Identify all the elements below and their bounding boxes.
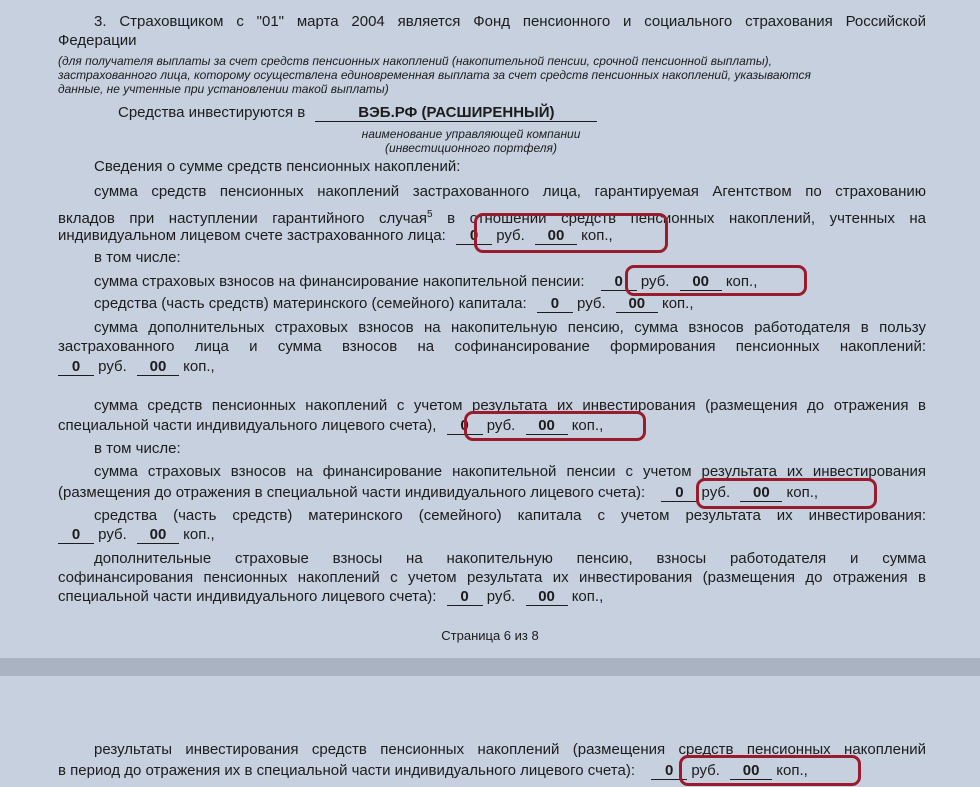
- matcap-invest-text: средства (часть средств) материнского (семейного) капитала с учетом результата их инвестирования:: [94, 507, 926, 524]
- kop-value: 00: [680, 274, 722, 291]
- extra-amount-line: специальной части индивидуального лицевого счета): 0 руб. 00 коп.,: [58, 588, 604, 605]
- guaranteed-text: вкладов при наступлении гарантийного случая$^5$ в отношении средств пенсионных накоплений, учтенных на: [58, 209, 926, 227]
- rub-value: 0: [447, 589, 483, 606]
- contrib-line: сумма страховых взносов на финансирование накопительной пенсии: 0 руб. 00 коп.,: [94, 273, 758, 290]
- contrib-invest-text: сумма страховых взносов на финансирование накопительной пенсии с учетом результата их инвестирования: [94, 463, 926, 480]
- page-number: Страница 6 из 8: [441, 628, 539, 643]
- rub-value: 0: [537, 296, 573, 313]
- extra-text: дополнительные страховые взносы на накопительную пенсию, взносы работодателя и сумма: [94, 550, 926, 567]
- kop-value: 00: [616, 296, 658, 313]
- rub-value: 0: [651, 763, 687, 780]
- rub-value: 0: [58, 527, 94, 544]
- rub-value: 0: [661, 485, 697, 502]
- document-page-7: [0, 676, 980, 787]
- kop-value: 00: [137, 359, 179, 376]
- contrib-invest-amount-line: (размещения до отражения в специальной части индивидуального лицевого счета): 0 руб. 00 коп.,: [58, 484, 819, 501]
- matcap-line: средства (часть средств) материнского (семейного) капитала: 0 руб. 00 коп.,: [94, 295, 694, 312]
- guaranteed-text: сумма средств пенсионных накоплений застрахованного лица, гарантируемая Агентством по страхованию: [94, 183, 926, 200]
- company-caption: (инвестиционного портфеля): [385, 141, 557, 155]
- results-text: результаты инвестирования средств пенсионных накоплений (размещения средств пенсионных накоплений: [94, 741, 926, 758]
- addl-text: сумма дополнительных страховых взносов на накопительную пенсию, сумма взносов работодателя в пользу: [94, 319, 926, 336]
- including-label: в том числе:: [94, 440, 181, 457]
- clause-3-cont: Федерации: [58, 32, 137, 49]
- kop-value: 00: [137, 527, 179, 544]
- kop-value: 00: [526, 589, 568, 606]
- note-line: (для получателя выплаты за счет средств пенсионных накоплений (накопительной пенсии, срочной пенсионной выплаты),: [58, 54, 773, 68]
- addl-text: застрахованного лица и сумма взносов на софинансирование формирования пенсионных накоплений:: [58, 338, 926, 355]
- company-name: ВЭБ.РФ (РАСШИРЕННЫЙ): [315, 105, 597, 122]
- rub-value: 0: [601, 274, 637, 291]
- invest-result-text: сумма средств пенсионных накоплений с учетом результата их инвестирования (размещения до отражения в: [94, 397, 926, 414]
- company-caption: наименование управляющей компании: [361, 127, 581, 141]
- addl-amount-line: 0 руб. 00 коп.,: [58, 357, 215, 376]
- rub-value: 0: [447, 418, 483, 435]
- info-header: Сведения о сумме средств пенсионных накоплений:: [94, 158, 461, 175]
- extra-text: софинансирования пенсионных накоплений с учетом результата их инвестирования (размещения до отражения в: [58, 569, 926, 586]
- invest-prefix: Средства инвестируются в: [118, 104, 306, 121]
- kop-value: 00: [535, 228, 577, 245]
- results-amount-line: в период до отражения их в специальной части индивидуального лицевого счета): 0 руб. 00 коп.,: [58, 762, 808, 779]
- rub-value: 0: [456, 228, 492, 245]
- including-label: в том числе:: [94, 249, 181, 266]
- clause-3: 3. Страховщиком с "01" марта 2004 является Фонд пенсионного и социального страхования Российской: [94, 13, 926, 30]
- matcap-invest-amount-line: 0 руб. 00 коп.,: [58, 525, 215, 544]
- page-separator: [0, 658, 980, 676]
- rub-value: 0: [58, 359, 94, 376]
- kop-value: 00: [730, 763, 772, 780]
- invest-line: [118, 103, 597, 122]
- kop-value: 00: [740, 485, 782, 502]
- guaranteed-amount-line: индивидуальном лицевом счете застрахованного лица: 0 руб. 00 коп.,: [58, 227, 613, 244]
- note-line: застрахованного лица, которому осуществлена единовременная выплата за счет средств пенсионных накоплений, указываются: [58, 68, 811, 82]
- footnote-mark: 5: [427, 209, 433, 220]
- invest-result-amount-line: специальной части индивидуального лицевого счета), 0 руб. 00 коп.,: [58, 417, 604, 434]
- kop-value: 00: [526, 418, 568, 435]
- note-line: данные, не учтенные при установлении такой выплаты): [58, 82, 389, 96]
